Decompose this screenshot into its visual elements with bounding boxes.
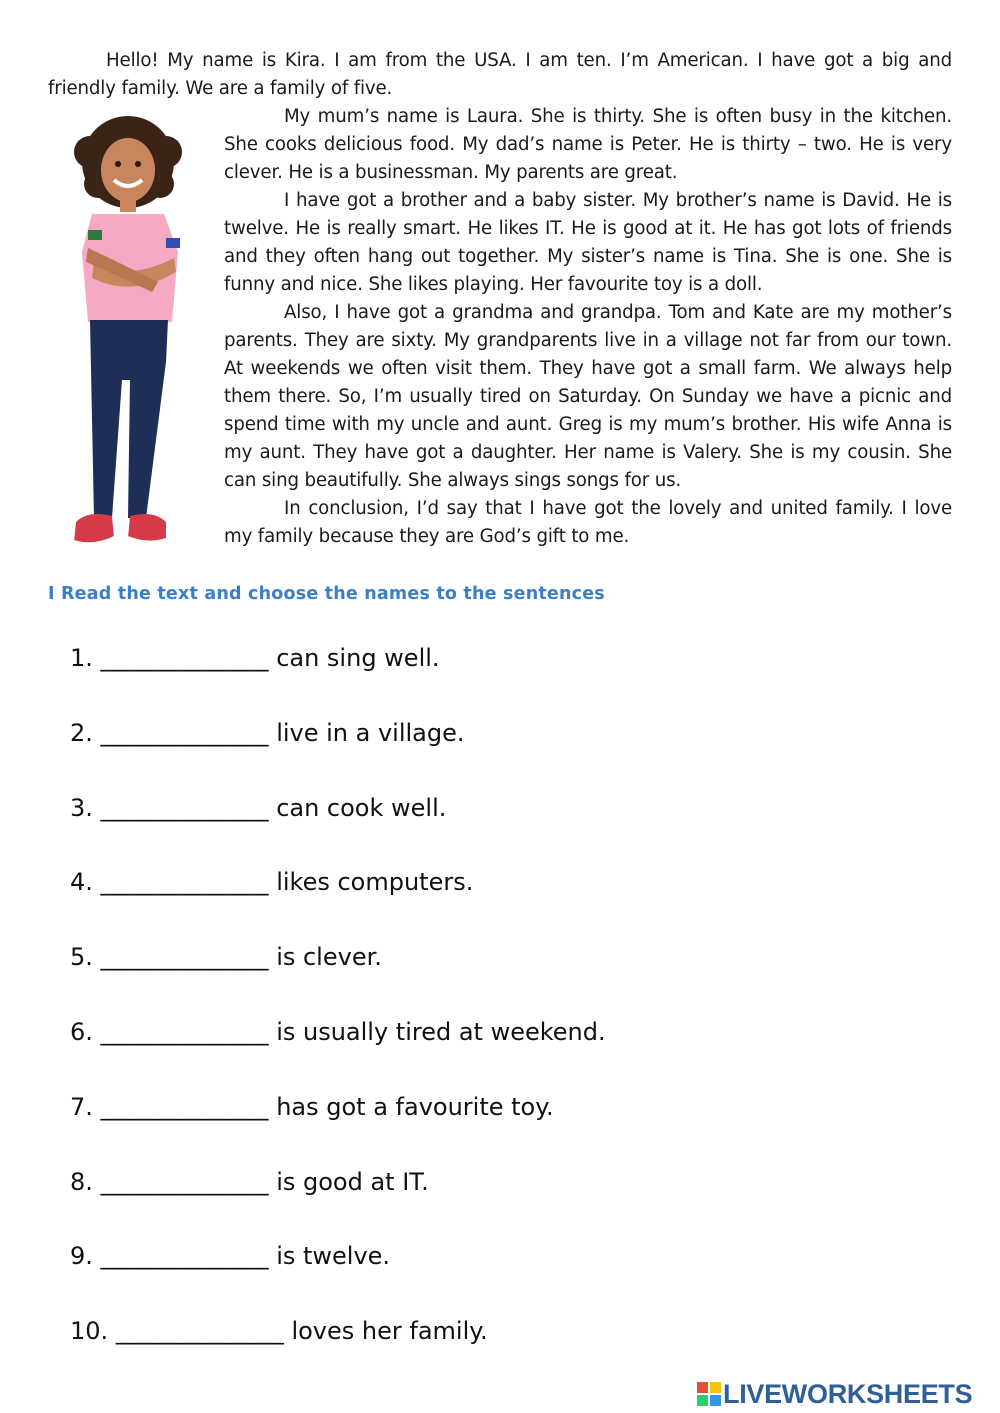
question-item: [70, 788, 870, 863]
answer-blank[interactable]: ______________: [100, 1167, 269, 1196]
question-number: 9.: [70, 1242, 93, 1271]
question-item: [70, 862, 870, 937]
question-text: has got a favourite toy.: [276, 1092, 554, 1121]
question-number: 5.: [70, 943, 93, 972]
question-item: [70, 937, 870, 1012]
girl-illustration: [48, 112, 208, 558]
question-item: [70, 713, 870, 788]
reading-paragraph: Also, I have got a grandma and grandpa. Tom and Kate are my mother’s parents. They are sixty. My grandparents live in a village not far from our town. At weekends we often visit them. They have got a small farm. We always help them there. So, I’m usually tired on Saturday. On Sunday we have a picnic and spend time with my uncle and aunt. Greg is my mum’s brother. His wife Anna is my aunt. They have got a daughter. Her name is Valery. She is my cousin. She can sing beautifully. She always sings songs for us.: [224, 302, 952, 491]
question-number: 4.: [70, 868, 93, 897]
question-number: 2.: [70, 718, 93, 747]
question-number: 7.: [70, 1092, 93, 1121]
brand-name: LIVEWORKSHEETS: [723, 1378, 973, 1409]
reading-paragraph: My mum’s name is Laura. She is thirty. She is often busy in the kitchen. She cooks delicious food. My dad’s name is Peter. He is thirty – two. He is very clever. He is a businessman. My parents are great.: [224, 106, 952, 183]
answer-blank[interactable]: ______________: [100, 644, 269, 672]
answer-blank[interactable]: ______________: [100, 1242, 269, 1271]
question-item: [70, 1311, 870, 1386]
answer-blank[interactable]: ______________: [100, 718, 269, 747]
question-item: [70, 1236, 870, 1311]
liveworksheets-logo-icon: [697, 1382, 721, 1406]
question-number: 8.: [70, 1167, 93, 1196]
question-item: [70, 638, 870, 713]
question-text: is twelve.: [276, 1242, 391, 1271]
question-number: 1.: [70, 644, 93, 672]
question-list: [70, 638, 870, 1386]
reading-paragraph: In conclusion, I’d say that I have got the lovely and united family. I love my family because they are God’s gift to me.: [224, 498, 952, 547]
question-text: loves her family.: [291, 1317, 488, 1346]
answer-blank[interactable]: ______________: [100, 1017, 269, 1046]
question-number: 6.: [70, 1017, 93, 1046]
answer-blank[interactable]: ______________: [100, 943, 269, 972]
question-item: [70, 1162, 870, 1237]
question-number: 3.: [70, 793, 93, 822]
exercise-instruction: I Read the text and choose the names to the sentences: [48, 584, 605, 604]
answer-blank[interactable]: ______________: [100, 868, 269, 897]
question-text: is clever.: [276, 943, 382, 972]
question-text: is usually tired at weekend.: [276, 1017, 606, 1046]
answer-blank[interactable]: ______________: [115, 1317, 284, 1346]
liveworksheets-brand[interactable]: [697, 1376, 972, 1412]
question-text: live in a village.: [276, 718, 465, 747]
question-text: can cook well.: [276, 793, 447, 822]
question-item: [70, 1012, 870, 1087]
answer-blank[interactable]: ______________: [100, 1092, 269, 1121]
intro-paragraph: Hello! My name is Kira. I am from the USA. I am ten. I’m American. I have got a big and friendly family. We are a family of five.: [48, 50, 952, 99]
question-item: [70, 1087, 870, 1162]
question-number: 10.: [70, 1317, 109, 1346]
question-text: likes computers.: [276, 868, 474, 897]
answer-blank[interactable]: ______________: [100, 793, 269, 822]
question-text: can sing well.: [276, 644, 440, 672]
reading-paragraph: I have got a brother and a baby sister. My brother’s name is David. He is twelve. He is really smart. He likes IT. He is good at it. He has got lots of friends and they often hang out together. My sister’s name is Tina. She is one. She is funny and nice. She likes playing. Her favourite toy is a doll.: [224, 190, 952, 295]
question-text: is good at IT.: [276, 1167, 429, 1196]
